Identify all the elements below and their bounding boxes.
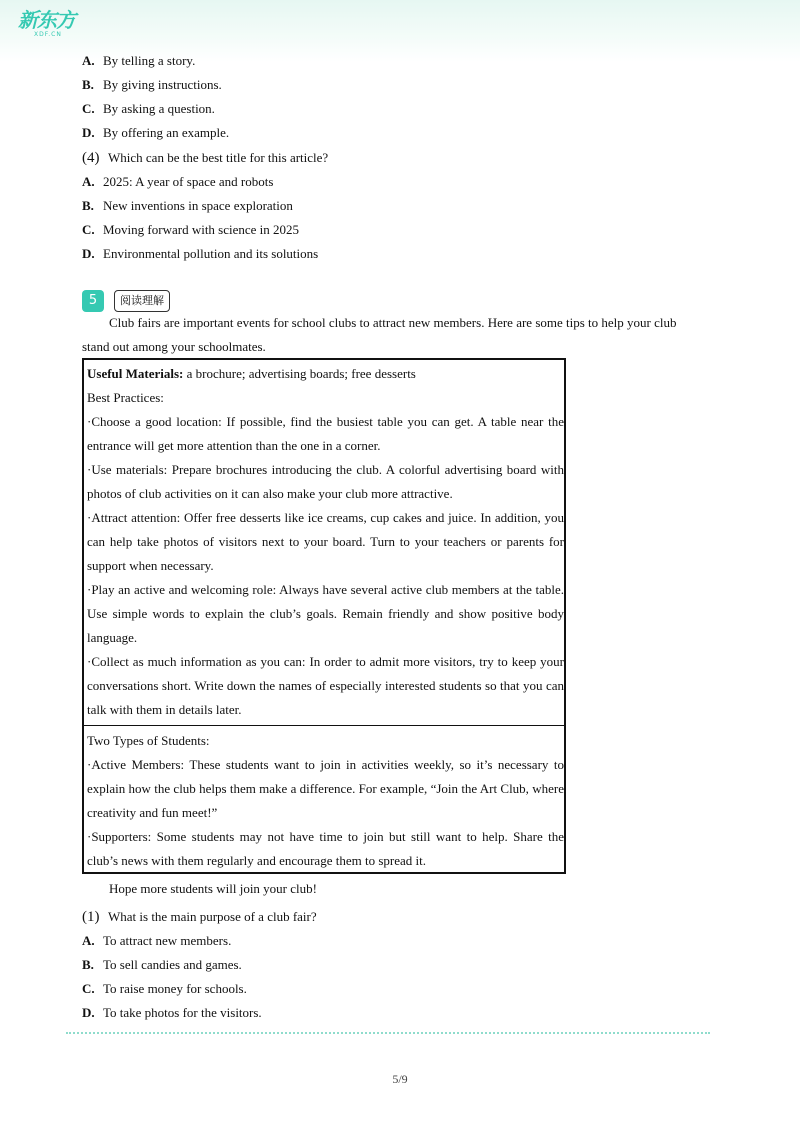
q4-option-d [82, 245, 318, 263]
xdf-logo [18, 8, 80, 44]
intro-paragraph: Club fairs are important events for school clubs to attract new members. Here are some tips to help your club stand out among your schoolmates. [82, 315, 677, 354]
option-letter: B. [82, 957, 94, 972]
option-text: To raise money for schools. [103, 981, 247, 996]
option-letter: C. [82, 101, 95, 116]
type-item: ·Active Members: These students want to join in activities weekly, so it’s necessary to explain how the club helps them make a difference. For example, “Join the Art Club, where creativity and fun meet!” [87, 757, 564, 820]
materials-text: a brochure; advertising boards; free desserts [183, 366, 416, 381]
option-text: 2025: A year of space and robots [103, 174, 274, 189]
option-text: To sell candies and games. [103, 957, 242, 972]
closing-line: Hope more students will join your club! [109, 881, 317, 896]
option-text: By asking a question. [103, 101, 215, 116]
option-text: By offering an example. [103, 125, 230, 140]
q4-option-a [82, 173, 273, 191]
box-divider [84, 725, 564, 726]
option-letter: C. [82, 222, 95, 237]
option-text: To attract new members. [103, 933, 232, 948]
option-text: New inventions in space exploration [103, 198, 293, 213]
question-4 [82, 149, 328, 167]
option-letter: D. [82, 125, 95, 140]
option-text: By telling a story. [103, 53, 196, 68]
materials-label: Useful Materials: [87, 366, 184, 381]
option-b [82, 76, 222, 94]
question-text: What is the main purpose of a club fair? [108, 909, 317, 924]
question-number: (1) [82, 909, 100, 925]
option-letter: B. [82, 198, 94, 213]
question-number: (4) [82, 150, 100, 166]
q1-option-d [82, 1004, 262, 1022]
passage-box [82, 358, 566, 874]
option-letter: B. [82, 77, 94, 92]
page-number: 5/9 [392, 1072, 408, 1086]
logo-subtext: XDF.CN [34, 31, 62, 38]
footer-divider [66, 1032, 710, 1034]
section-type-tag: 阅读理解 [114, 290, 170, 312]
option-letter: D. [82, 246, 95, 261]
option-text: Environmental pollution and its solutions [103, 246, 319, 261]
q1-option-c [82, 980, 247, 998]
type-item: ·Supporters: Some students may not have time to join but still want to help. Share the club’s news with them regularly and encourage them to spread it. [87, 829, 564, 868]
question-text: Which can be the best title for this article? [108, 150, 329, 165]
q1-option-a [82, 932, 231, 950]
option-text: Moving forward with science in 2025 [103, 222, 300, 237]
option-a [82, 52, 195, 70]
option-d [82, 124, 229, 142]
q4-option-c [82, 221, 299, 239]
practice-item: ·Collect as much information as you can: In order to admit more visitors, try to keep your conversations short. Write down the names of especially interested students so that you can talk with them in details later. [87, 654, 564, 717]
practice-item: ·Choose a good location: If possible, find the busiest table you can get. A table near the entrance will get more attention than the one in a corner. [87, 414, 564, 453]
q1-option-b [82, 956, 242, 974]
option-letter: A. [82, 933, 95, 948]
option-letter: D. [82, 1005, 95, 1020]
practice-item: ·Attract attention: Offer free desserts like ice creams, cup cakes and juice. In addition, you can help take photos of visitors next to your board. Turn to your teachers or parents for support when necessary. [87, 510, 564, 573]
q4-option-b [82, 197, 293, 215]
option-text: To take photos for the visitors. [103, 1005, 262, 1020]
practice-item: ·Use materials: Prepare brochures introducing the club. A colorful advertising board with photos of club activities on it can also make your club more attractive. [87, 462, 564, 501]
option-c [82, 100, 215, 118]
option-text: By giving instructions. [103, 77, 222, 92]
best-practices-title: Best Practices: [87, 390, 164, 405]
types-title: Two Types of Students: [87, 733, 210, 748]
logo-text: 新东方 [18, 8, 75, 32]
option-letter: C. [82, 981, 95, 996]
option-letter: A. [82, 53, 95, 68]
practice-item: ·Play an active and welcoming role: Always have several active club members at the table. Use simple words to explain the club’s goals. Remain friendly and show positive body language. [87, 582, 564, 645]
option-letter: A. [82, 174, 95, 189]
question-1 [82, 908, 317, 926]
section-number-badge: 5 [82, 290, 104, 312]
useful-materials [87, 362, 564, 386]
